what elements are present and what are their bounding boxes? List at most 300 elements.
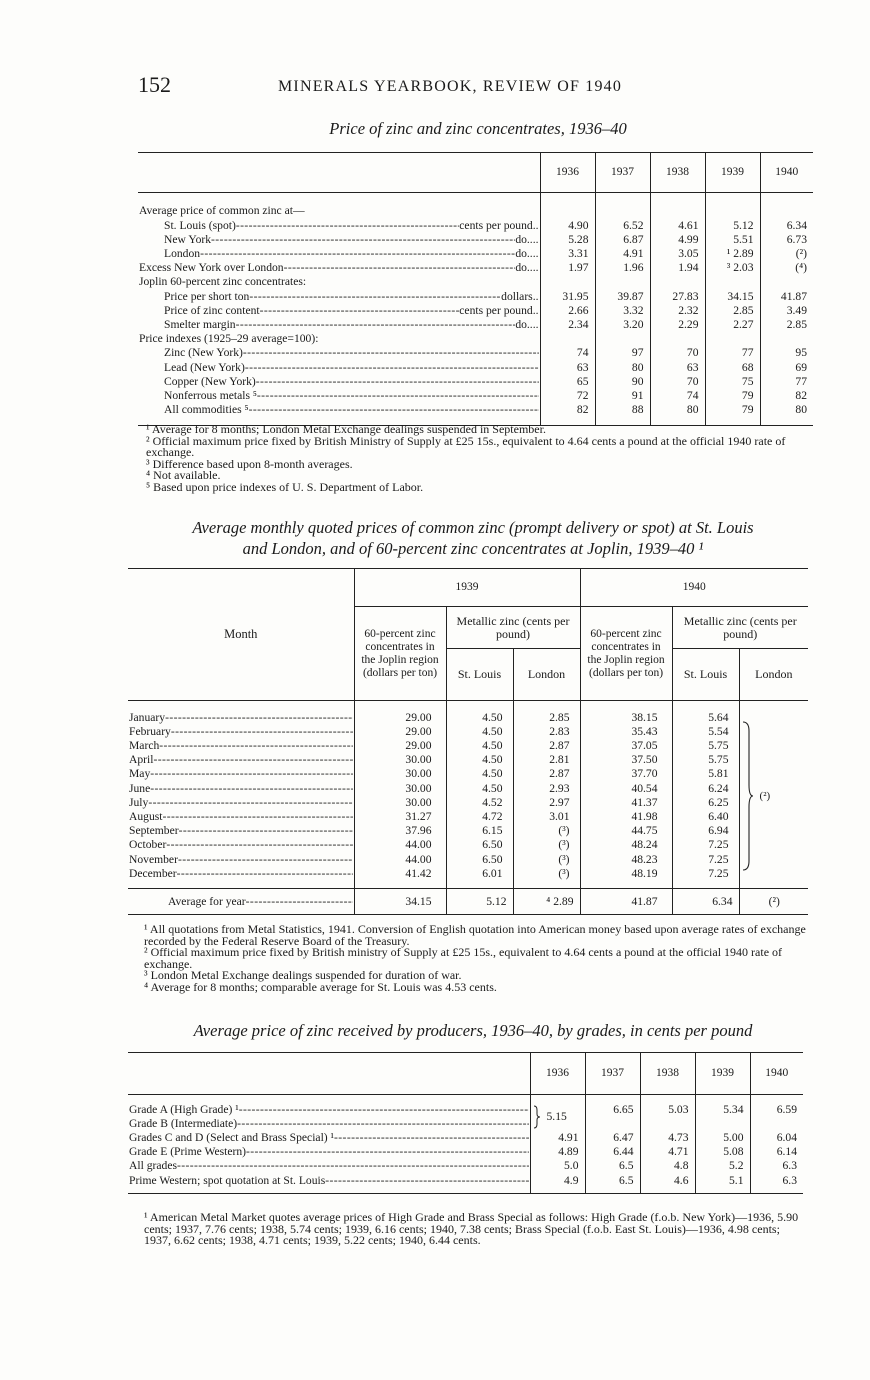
value-cell: 4.91 [530, 1131, 585, 1145]
value-cell: 2.29 [650, 318, 705, 332]
value-cell: 6.50 [446, 838, 513, 852]
leader-dots [246, 896, 353, 908]
spacer-cell [640, 1188, 695, 1194]
row-label [139, 205, 539, 217]
spacer-cell [354, 881, 446, 889]
spacer-cell [513, 881, 580, 889]
unit-label: do.... [515, 318, 539, 331]
row-label-cell [138, 219, 540, 233]
average-value-cell: (²) [739, 889, 808, 915]
table2-row [128, 739, 808, 753]
value-cell: 4.91 [595, 247, 650, 261]
value-cell: 5.75 [672, 753, 739, 767]
st-louis-header: St. Louis [672, 649, 739, 701]
value-cell: 6.15 [446, 824, 513, 838]
footnote: ⁵ Based upon price indexes of U. S. Department of Labor. [146, 479, 424, 494]
value-cell: 6.73 [760, 233, 813, 247]
row-label [164, 291, 539, 303]
value-cell: 44.00 [354, 838, 446, 852]
value-cell: 4.8 [640, 1159, 695, 1173]
value-cell: 3.49 [760, 304, 813, 318]
value-cell: 30.00 [354, 796, 446, 810]
value-cell: 6.65 [585, 1103, 640, 1117]
row-label [139, 262, 539, 274]
month-text: October [129, 839, 167, 852]
row-label [164, 362, 539, 374]
table2-row [128, 725, 808, 739]
row-label [164, 305, 539, 317]
value-cell [540, 275, 595, 289]
month-label [129, 825, 353, 837]
spacer-row [128, 881, 808, 889]
month-text: August [129, 810, 163, 823]
row-label-cell [138, 389, 540, 403]
row-label-text: Price per short ton [164, 290, 250, 303]
leader-dots [150, 783, 352, 795]
value-cell: 91 [595, 389, 650, 403]
grade-label [129, 1132, 529, 1144]
month-cell [128, 725, 354, 739]
table3-year-header: 1940 [750, 1053, 803, 1095]
table2-row [128, 838, 808, 852]
spacer-cell [750, 1188, 803, 1194]
leader-dots [239, 1104, 529, 1116]
spacer-cell [530, 1095, 585, 1103]
row-label-text: Excess New York over London [139, 262, 284, 275]
table1-row [138, 304, 813, 318]
table2-footnotes [130, 924, 820, 993]
unit-label: cents per pound.. [459, 304, 539, 317]
value-cell: 70 [650, 346, 705, 360]
value-cell [750, 1117, 803, 1131]
value-cell: 34.15 [705, 290, 760, 304]
value-cell: 5.0 [530, 1159, 585, 1173]
value-cell: 6.5 [585, 1174, 640, 1188]
grade-text: Grade E (Prime Western) [129, 1146, 247, 1159]
value-cell: 1.94 [650, 261, 705, 275]
leader-dots [150, 768, 352, 780]
month-text: January [129, 711, 166, 724]
london-1940-merged-cell [739, 711, 808, 881]
row-label [164, 234, 539, 246]
value-cell: 7.25 [672, 838, 739, 852]
row-label-text: Average price of common zinc at— [139, 205, 305, 218]
month-cell [128, 867, 354, 881]
value-cell: 48.19 [580, 867, 672, 881]
metallic-zinc-header: Metallic zinc (cents per pound) [672, 607, 808, 649]
value-cell: 4.50 [446, 782, 513, 796]
value-cell: 41.37 [580, 796, 672, 810]
month-cell [128, 796, 354, 810]
table3-footnote [130, 1212, 806, 1247]
value-cell [650, 332, 705, 346]
month-cell [128, 753, 354, 767]
table1-row [138, 403, 813, 417]
value-cell: 5.00 [695, 1131, 750, 1145]
row-label-text: All commodities ⁵ [164, 404, 249, 417]
row-label-text: Joplin 60-percent zinc concentrates: [139, 276, 307, 289]
value-cell: 6.5 [585, 1159, 640, 1173]
row-label-text: Copper (New York) [164, 375, 256, 388]
value-cell: 3.01 [513, 810, 580, 824]
value-cell: 79 [705, 389, 760, 403]
table1-year-header: 1936 [540, 153, 595, 193]
value-cell: 6.59 [750, 1103, 803, 1117]
row-label-text: New York [164, 233, 212, 246]
leader-dots [237, 1118, 528, 1130]
row-label-text: Zinc (New York) [164, 347, 243, 360]
table2-title-line: and London, and of 60-percent zinc concentrates at Joplin, 1939–40 ¹ [242, 539, 704, 558]
value-cell: 35.43 [580, 725, 672, 739]
value-cell [540, 332, 595, 346]
value-cell [650, 275, 705, 289]
leader-dots [159, 740, 352, 752]
row-label-text: Nonferrous metals ⁵ [164, 389, 257, 402]
value-cell: ³ 2.03 [705, 261, 760, 275]
value-cell: 4.90 [540, 219, 595, 233]
value-cell: 7.25 [672, 853, 739, 867]
spacer-cell [128, 1188, 530, 1194]
footnote: ² Official maximum price fixed by British Ministry of Supply at £25 15s., equivalent to 4.64 cents a pound at the official 1940 rate of exchange. [146, 433, 786, 459]
value-cell: 31.27 [354, 810, 446, 824]
value-cell: (²) [760, 247, 813, 261]
row-label-cell [138, 261, 540, 275]
value-cell: (³) [513, 853, 580, 867]
row-label-cell [138, 275, 540, 289]
leader-dots [148, 797, 352, 809]
value-cell: 40.54 [580, 782, 672, 796]
value-cell [695, 1117, 750, 1131]
value-cell: 5.08 [695, 1145, 750, 1159]
value-cell: 6.24 [672, 782, 739, 796]
table2-row [128, 796, 808, 810]
value-cell: 2.87 [513, 767, 580, 781]
value-cell: 4.73 [640, 1131, 695, 1145]
row-label [139, 276, 539, 288]
row-label [164, 347, 539, 359]
value-cell: 29.00 [354, 711, 446, 725]
value-cell [595, 332, 650, 346]
value-cell: 6.34 [760, 219, 813, 233]
value-cell: 4.9 [530, 1174, 585, 1188]
table1-year-header: 1938 [650, 153, 705, 193]
value-cell: 3.32 [595, 304, 650, 318]
row-label-cell [138, 332, 540, 346]
table1-row [138, 346, 813, 360]
value-cell: 4.61 [650, 219, 705, 233]
value-cell: 6.44 [585, 1145, 640, 1159]
table1-row [138, 261, 813, 275]
concentrates-header: 60-percent zinc concentrates in the Joplin region (dollars per ton) [354, 607, 446, 701]
leader-dots [249, 404, 539, 416]
footnote: ³ London Metal Exchange dealings suspended for duration of war. [144, 968, 462, 982]
value-cell: 70 [650, 375, 705, 389]
value-cell [705, 193, 760, 219]
concentrates-header: 60-percent zinc concentrates in the Joplin region (dollars per ton) [580, 607, 672, 701]
spacer-cell [128, 881, 354, 889]
value-cell: 74 [540, 346, 595, 360]
spacer-cell [354, 701, 446, 711]
year-1940-header: 1940 [580, 569, 808, 607]
table1-row [138, 233, 813, 247]
value-cell: 82 [540, 403, 595, 417]
row-label-text: London [164, 247, 201, 260]
table3-row [128, 1131, 803, 1145]
value-cell: 5.2 [695, 1159, 750, 1173]
grade-label [129, 1175, 529, 1187]
grade-label [129, 1160, 529, 1172]
value-cell [640, 1117, 695, 1131]
grade-cell [128, 1159, 530, 1173]
value-cell: 90 [595, 375, 650, 389]
value-cell: 6.25 [672, 796, 739, 810]
month-label [129, 726, 353, 738]
leader-dots [166, 839, 352, 851]
month-text: April [129, 754, 154, 767]
spacer-cell [530, 1188, 585, 1194]
row-label-cell [138, 304, 540, 318]
value-cell: 41.42 [354, 867, 446, 881]
value-cell: 68 [705, 361, 760, 375]
value-cell: 4.50 [446, 725, 513, 739]
value-cell: 80 [595, 361, 650, 375]
london-1940-note: (²) [759, 789, 771, 802]
month-text: December [129, 867, 177, 880]
month-text: February [129, 725, 171, 738]
row-label-cell [138, 403, 540, 417]
value-cell: 37.96 [354, 824, 446, 838]
unit-label: dollars.. [501, 290, 539, 303]
spacer-cell [695, 1188, 750, 1194]
value-cell: 4.99 [650, 233, 705, 247]
grade-cell [128, 1145, 530, 1159]
table1-row [138, 219, 813, 233]
value-cell: 63 [540, 361, 595, 375]
value-cell [540, 193, 595, 219]
table1-row [138, 247, 813, 261]
spacer-cell [695, 1095, 750, 1103]
value-cell: 65 [540, 375, 595, 389]
spacer-cell [739, 881, 808, 889]
month-text: September [129, 825, 179, 838]
value-cell: 5.34 [695, 1103, 750, 1117]
spacer-cell [585, 1188, 640, 1194]
value-cell: 6.87 [595, 233, 650, 247]
row-label-cell [138, 375, 540, 389]
metallic-zinc-header: Metallic zinc (cents per pound) [446, 607, 580, 649]
value-cell: 41.87 [760, 290, 813, 304]
month-header: Month [128, 569, 354, 701]
row-label-cell [138, 233, 540, 247]
month-label [129, 783, 353, 795]
value-cell: 44.00 [354, 853, 446, 867]
month-text: May [129, 768, 151, 781]
value-cell: 80 [760, 403, 813, 417]
month-cell [128, 739, 354, 753]
st-louis-header: St. Louis [446, 649, 513, 701]
value-cell: 6.3 [750, 1174, 803, 1188]
value-cell: 41.98 [580, 810, 672, 824]
value-cell: 4.50 [446, 739, 513, 753]
grade-text: All grades [129, 1160, 177, 1173]
average-label [168, 896, 353, 908]
value-cell [595, 275, 650, 289]
table1-year-header: 1940 [760, 153, 813, 193]
value-cell: 6.14 [750, 1145, 803, 1159]
table1-year-header: 1937 [595, 153, 650, 193]
footnote: ¹ All quotations from Metal Statistics, 1941. Conversion of English quotation into American money based upon average rates of exchange recorded by the Federal Reserve Board of the Treasury. [144, 922, 806, 948]
value-cell [705, 275, 760, 289]
value-cell: 5.75 [672, 739, 739, 753]
value-cell: 5.54 [672, 725, 739, 739]
row-label-text: Lead (New York) [164, 361, 245, 374]
table3-year-header: 1939 [695, 1053, 750, 1095]
value-cell: 63 [650, 361, 705, 375]
spacer-cell [585, 1095, 640, 1103]
unit-label: cents per pound.. [459, 219, 539, 232]
row-label [164, 248, 539, 260]
leader-dots [153, 754, 352, 766]
spacer-cell [640, 1095, 695, 1103]
value-cell: 5.12 [705, 219, 760, 233]
value-cell: 2.93 [513, 782, 580, 796]
row-label-text: St. Louis (spot) [164, 219, 236, 232]
value-cell: 2.87 [513, 739, 580, 753]
grade-text: Grades C and D (Select and Brass Special) ¹ [129, 1131, 335, 1144]
row-label [164, 376, 539, 388]
value-cell: 2.85 [760, 318, 813, 332]
table3-row [128, 1103, 803, 1117]
spacer-cell [739, 701, 808, 711]
month-label [129, 811, 353, 823]
right-brace-icon [533, 1105, 541, 1129]
unit-label: do.... [515, 262, 539, 275]
month-label [129, 754, 353, 766]
value-cell: 80 [650, 403, 705, 417]
grade-label [129, 1118, 529, 1130]
average-value-cell: 34.15 [354, 889, 446, 915]
month-cell [128, 767, 354, 781]
value-cell: 82 [760, 389, 813, 403]
value-cell: 4.72 [446, 810, 513, 824]
leader-dots [260, 305, 460, 317]
value-cell: 29.00 [354, 725, 446, 739]
value-cell: 6.50 [446, 853, 513, 867]
value-cell: 44.75 [580, 824, 672, 838]
value-cell: 6.01 [446, 867, 513, 881]
spacer-cell [672, 881, 739, 889]
leader-dots [178, 854, 353, 866]
grade-ab-1936-cell [530, 1103, 585, 1131]
value-cell: 6.40 [672, 810, 739, 824]
leader-dots [325, 1175, 528, 1187]
value-cell [760, 275, 813, 289]
value-cell: 97 [595, 346, 650, 360]
month-text: July [129, 796, 149, 809]
value-cell: 2.34 [540, 318, 595, 332]
month-cell [128, 824, 354, 838]
table3 [128, 1052, 803, 1194]
value-cell: 7.25 [672, 867, 739, 881]
spacer-cell [580, 701, 672, 711]
table1-row [138, 389, 813, 403]
row-label [139, 333, 539, 345]
table2-row [128, 711, 808, 725]
grade-cell [128, 1117, 530, 1131]
value-cell: 38.15 [580, 711, 672, 725]
table1-row [138, 275, 813, 289]
value-cell: 77 [705, 346, 760, 360]
value-cell: 6.52 [595, 219, 650, 233]
spacer-cell [513, 701, 580, 711]
footnote: ⁴ Average for 8 months; comparable average for St. Louis was 4.53 cents. [144, 979, 497, 994]
value-cell: 31.95 [540, 290, 595, 304]
value-cell: 4.52 [446, 796, 513, 810]
value-cell: 2.32 [650, 304, 705, 318]
table1-row [138, 332, 813, 346]
value-cell: 4.89 [530, 1145, 585, 1159]
value-cell: 6.3 [750, 1159, 803, 1173]
unit-label: do.... [515, 233, 539, 246]
row-label-cell [138, 193, 540, 219]
value-cell: 37.05 [580, 739, 672, 753]
value-cell: 1.96 [595, 261, 650, 275]
leader-dots [245, 362, 539, 374]
table2-row [128, 767, 808, 781]
table1-row [138, 375, 813, 389]
leader-dots [179, 825, 353, 837]
leader-dots [211, 234, 515, 246]
leader-dots [249, 291, 501, 303]
row-label-text: Price indexes (1925–29 average=100): [139, 333, 319, 346]
table2-average-row [128, 889, 808, 915]
footnote: ³ Difference based upon 8-month averages. [146, 456, 353, 471]
value-cell: 6.94 [672, 824, 739, 838]
unit-label: do.... [515, 247, 539, 260]
table3-year-header: 1938 [640, 1053, 695, 1095]
value-cell: 4.50 [446, 753, 513, 767]
table3-row [128, 1145, 803, 1159]
value-cell: 72 [540, 389, 595, 403]
year-1939-header: 1939 [354, 569, 580, 607]
london-header: London [513, 649, 580, 701]
leader-dots [163, 811, 353, 823]
value-cell: 4.6 [640, 1174, 695, 1188]
value-cell: 30.00 [354, 782, 446, 796]
month-label [129, 854, 353, 866]
table1-title: Price of zinc and zinc concentrates, 1936–40 [329, 119, 627, 138]
table3-row [128, 1174, 803, 1188]
value-cell: (⁴) [760, 261, 813, 275]
leader-dots [284, 262, 516, 274]
table2-row [128, 810, 808, 824]
month-text: November [129, 853, 178, 866]
value-cell: 3.20 [595, 318, 650, 332]
spacer-row [128, 1095, 803, 1103]
row-label [164, 220, 539, 232]
value-cell: 6.47 [585, 1131, 640, 1145]
table2-row [128, 853, 808, 867]
value-cell: 79 [705, 403, 760, 417]
value-cell: 2.27 [705, 318, 760, 332]
leader-dots [334, 1132, 528, 1144]
row-label-cell [138, 318, 540, 332]
table1-stub-header [138, 153, 540, 193]
table1-row [138, 361, 813, 375]
leader-dots [256, 376, 539, 388]
right-brace-icon [742, 721, 754, 871]
value-cell [595, 193, 650, 219]
